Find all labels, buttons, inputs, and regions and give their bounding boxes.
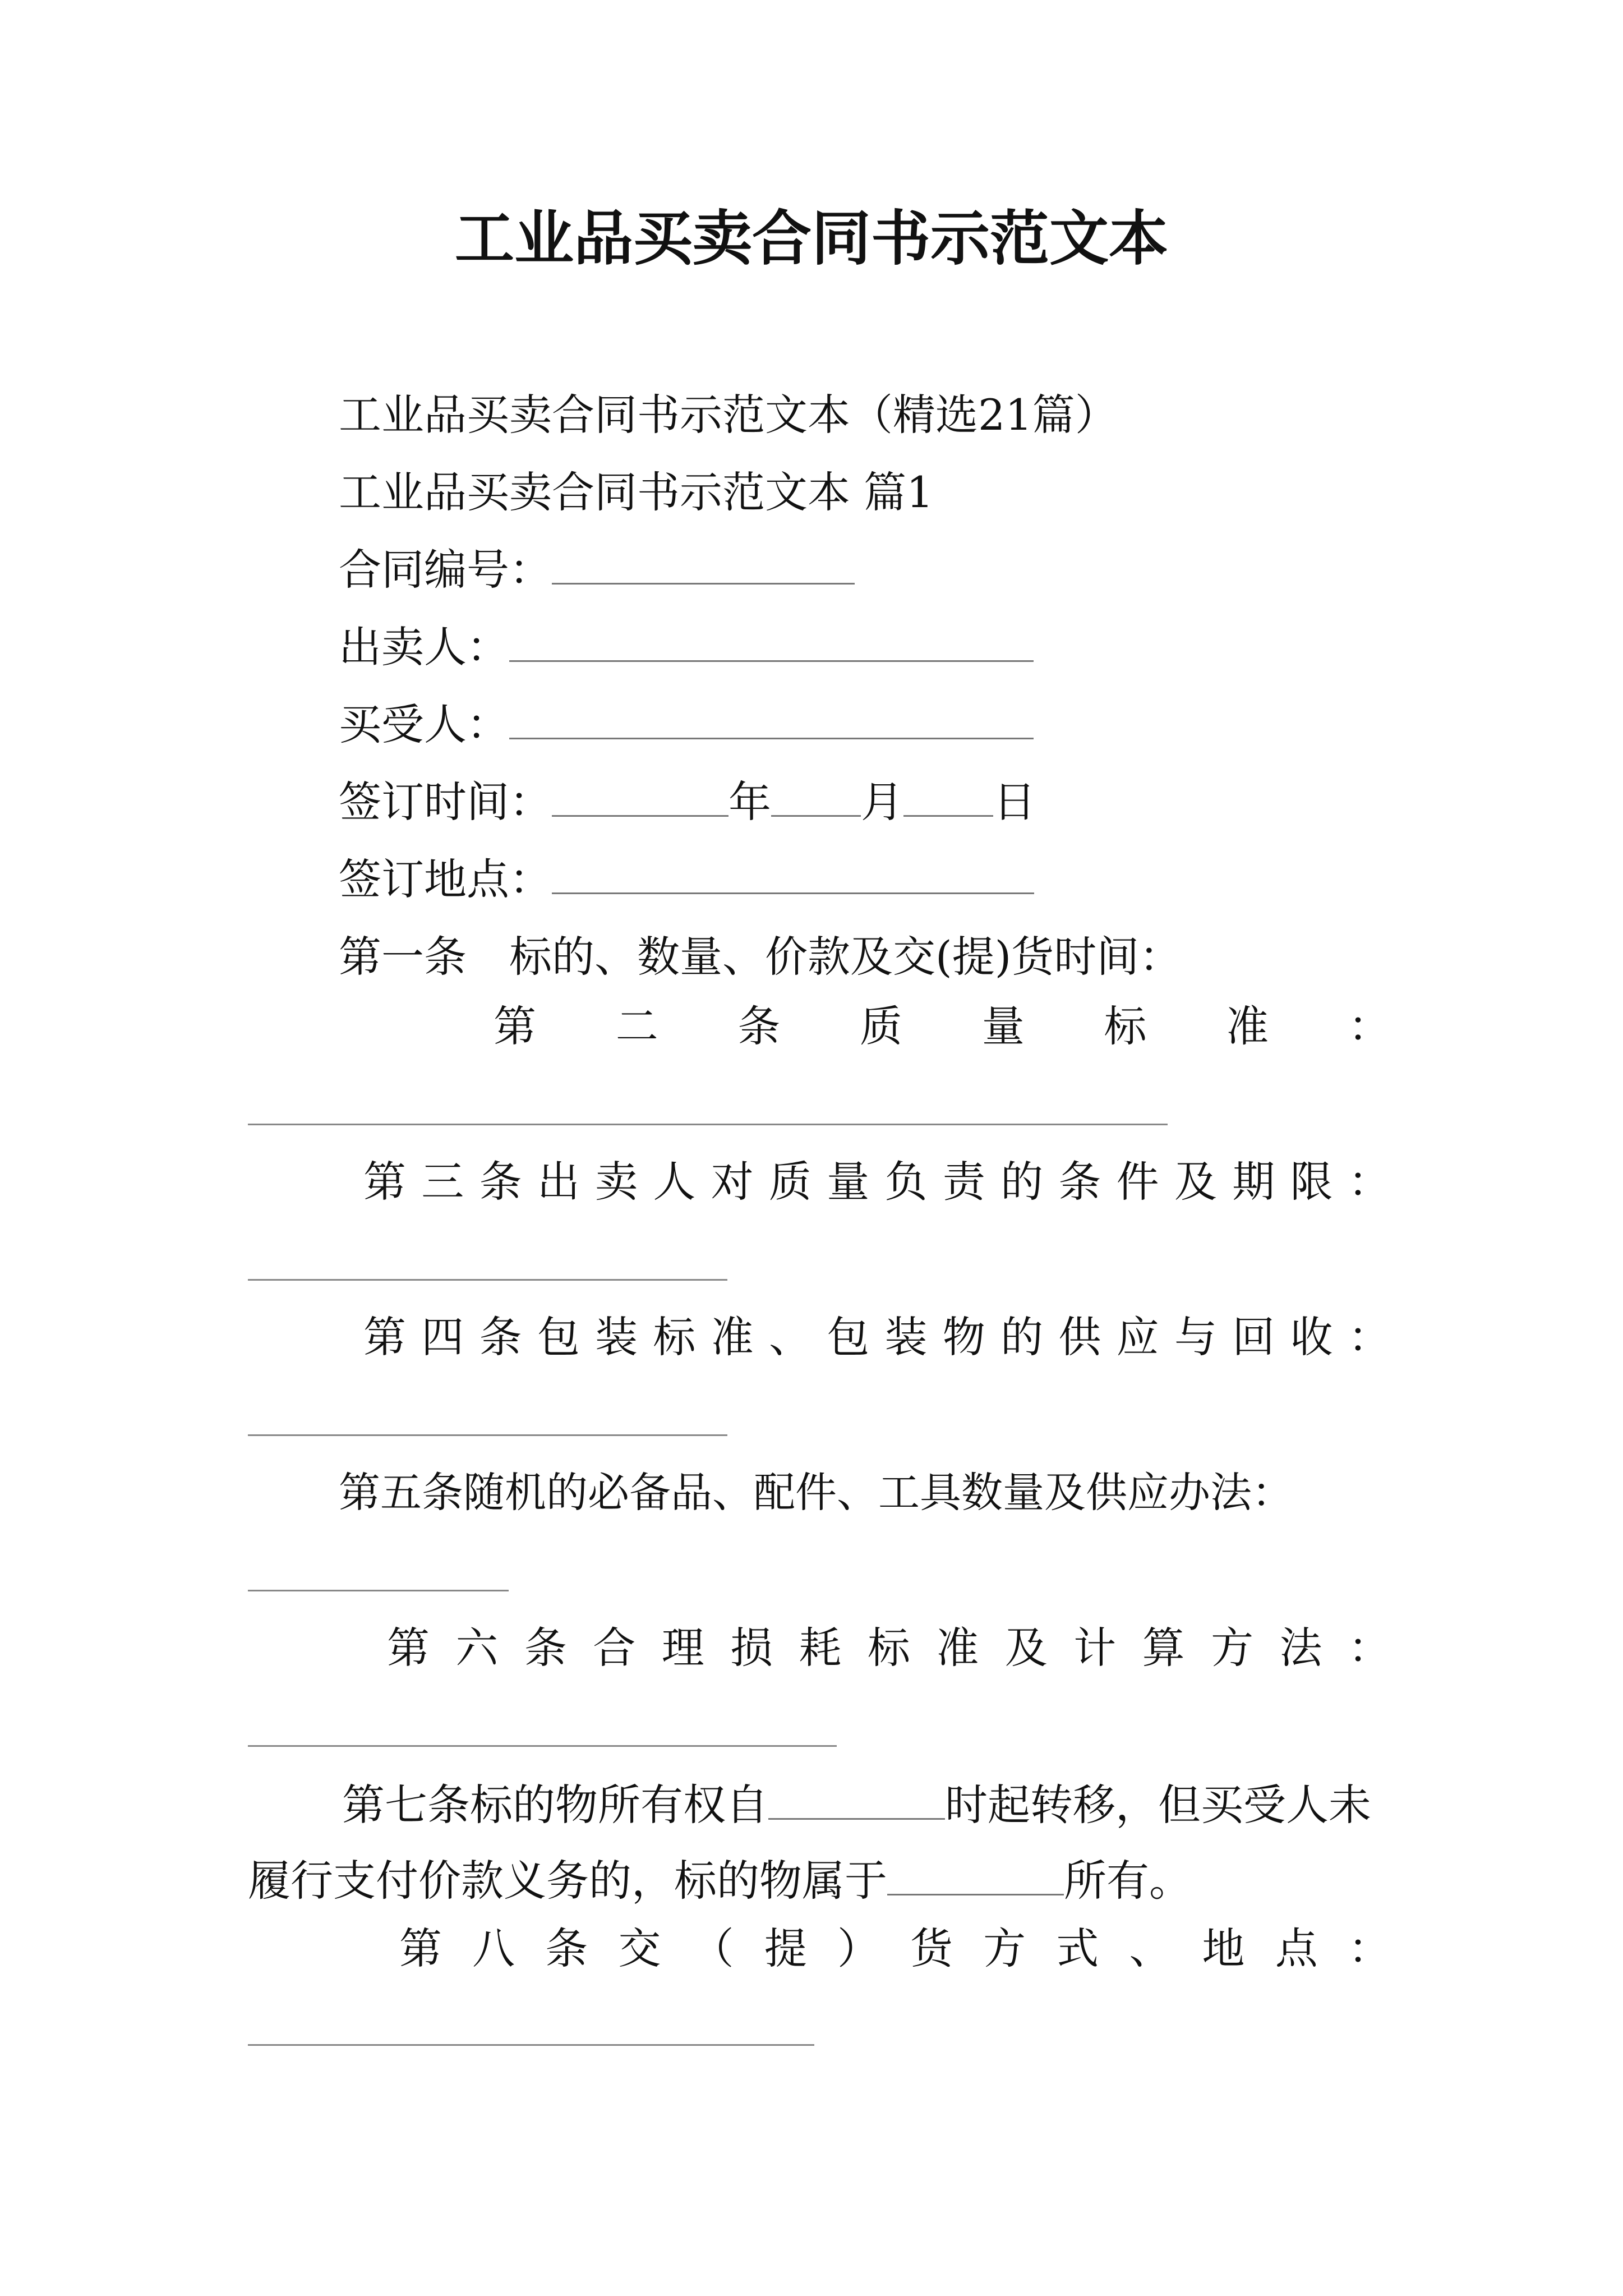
article-3-char: ： (1348, 1157, 1391, 1207)
article-6-char: 准 (936, 1623, 979, 1673)
article-4-char: 准 (711, 1312, 754, 1362)
article-8-char: 式 (1056, 1924, 1099, 1973)
document-title: 工业品买卖合同书示范文本 (455, 203, 1168, 273)
ownership-transfer-blank[interactable] (768, 1779, 945, 1820)
article-3-char: 及 (1174, 1157, 1217, 1207)
sign-place-label: 签订地点： (339, 854, 552, 904)
article-2-char: 标 (1104, 1001, 1147, 1051)
article-4-char: 装 (595, 1312, 638, 1362)
article-4 (363, 1309, 1391, 1365)
article-8-char: 方 (983, 1924, 1026, 1973)
article-4-char: 、 (768, 1312, 811, 1362)
article-6-char: 计 (1073, 1623, 1117, 1673)
article-3 (363, 1154, 1391, 1210)
sign-time-label: 签订时间： (339, 777, 552, 827)
buyer-row (339, 697, 1034, 753)
article-7-text-b: 时起转移，但买受人未履行支付价款义务的，标的物属于 (248, 1780, 1371, 1906)
article-8-char: 点 (1275, 1924, 1318, 1973)
article-4-char: 第 (363, 1312, 406, 1362)
article-8-char: 、 (1129, 1924, 1172, 1973)
article-6-char: 耗 (799, 1623, 842, 1673)
section-heading: 工业品买卖合同书示范文本 篇1 (339, 467, 934, 517)
month-blank[interactable] (771, 776, 861, 817)
buyer-blank[interactable] (509, 698, 1034, 739)
article-3-char: 第 (363, 1157, 406, 1207)
article-2-char: 第 (494, 1001, 536, 1051)
article-4-char: 条 (479, 1312, 522, 1362)
sign-place-row (339, 852, 1034, 908)
article-4-char: 收 (1290, 1312, 1333, 1362)
buyer-label: 买受人： (339, 700, 509, 749)
article-2 (494, 999, 1391, 1055)
article-2-char: ： (1348, 1001, 1391, 1051)
article-6-char: 条 (524, 1623, 567, 1673)
article-4-char: 物 (942, 1312, 985, 1362)
article-4-char: ： (1348, 1312, 1391, 1362)
article-6-char: 合 (593, 1623, 636, 1673)
article-6-char: 损 (730, 1623, 773, 1673)
month-label: 月 (861, 777, 903, 827)
article-6-char: 及 (1004, 1623, 1048, 1673)
article-4-char: 包 (827, 1312, 870, 1362)
seller-blank[interactable] (509, 621, 1034, 662)
contract-number-row (339, 542, 855, 598)
article-4-char: 包 (537, 1312, 580, 1362)
year-blank[interactable] (552, 776, 728, 817)
article-4-char: 的 (1000, 1312, 1044, 1362)
article-4-char: 应 (1116, 1312, 1159, 1362)
article-3-char: 质 (768, 1157, 811, 1207)
article-3-char: 负 (884, 1157, 928, 1207)
article-3-char: 的 (1000, 1157, 1044, 1207)
contract-number-label: 合同编号： (339, 545, 552, 595)
article-6-char: ： (1348, 1623, 1391, 1673)
article-7-text-a: 第七条标的物所有权自 (342, 1780, 768, 1830)
article-2-blank[interactable] (248, 1124, 1168, 1125)
article-3-char: 限 (1290, 1157, 1333, 1207)
article-3-char: 卖 (595, 1157, 638, 1207)
article-8-char: 八 (472, 1924, 515, 1973)
article-2-char: 量 (981, 1001, 1025, 1051)
article-2-char: 条 (737, 1001, 781, 1051)
article-3-char: 量 (827, 1157, 870, 1207)
article-4-char: 回 (1232, 1312, 1275, 1362)
article-8-char: 地 (1202, 1924, 1245, 1973)
article-6-char: 算 (1142, 1623, 1185, 1673)
article-8-char: 第 (399, 1924, 442, 1973)
article-8-char: （ (691, 1924, 734, 1973)
article-3-char: 条 (479, 1157, 522, 1207)
seller-label: 出卖人： (339, 622, 509, 672)
document-subtitle: 工业品买卖合同书示范文本（精选21篇） (339, 390, 1118, 440)
article-5: 第五条随机的必备品、配件、工具数量及供应办法： (339, 1469, 1293, 1517)
ownership-owner-blank[interactable] (887, 1855, 1064, 1895)
article-6-blank[interactable] (248, 1745, 837, 1747)
article-3-char: 责 (942, 1157, 985, 1207)
article-8-char: 交 (618, 1924, 661, 1973)
article-8-blank[interactable] (248, 2044, 814, 2046)
article-1: 第一条 标的、数量、价款及交(提)货时间： (339, 932, 1182, 982)
article-6-char: 理 (661, 1623, 704, 1673)
article-3-char: 三 (421, 1157, 464, 1207)
seller-row (339, 619, 1034, 675)
day-blank[interactable] (903, 776, 993, 817)
article-6-char: 标 (867, 1623, 910, 1673)
article-6-char: 第 (387, 1623, 430, 1673)
article-2-char: 准 (1226, 1001, 1269, 1051)
article-3-char: 期 (1232, 1157, 1275, 1207)
article-8-char: 货 (910, 1924, 953, 1973)
article-4-char: 标 (653, 1312, 696, 1362)
year-label: 年 (728, 777, 771, 827)
article-4-char: 四 (421, 1312, 464, 1362)
article-3-char: 条 (1058, 1157, 1101, 1207)
sign-time-row (339, 774, 1036, 830)
day-label: 日 (993, 777, 1036, 827)
article-7-text-c: 所有。 (1064, 1856, 1192, 1906)
article-4-char: 供 (1058, 1312, 1101, 1362)
article-4-blank[interactable] (248, 1434, 727, 1436)
article-2-char: 质 (860, 1001, 903, 1051)
article-7 (248, 1767, 1392, 1918)
article-3-char: 出 (537, 1157, 580, 1207)
article-5-blank[interactable] (248, 1590, 509, 1591)
article-3-char: 对 (711, 1157, 754, 1207)
article-4-char: 与 (1174, 1312, 1217, 1362)
article-8-char: ） (837, 1924, 880, 1973)
article-6-char: 方 (1211, 1623, 1254, 1673)
article-3-char: 人 (653, 1157, 696, 1207)
article-8-char: ： (1348, 1924, 1391, 1973)
article-3-blank[interactable] (248, 1279, 727, 1281)
article-8 (399, 1921, 1391, 1977)
article-8-char: 条 (545, 1924, 588, 1973)
contract-number-blank[interactable] (552, 544, 855, 585)
article-3-char: 件 (1116, 1157, 1159, 1207)
article-2-char: 二 (615, 1001, 658, 1051)
article-4-char: 装 (884, 1312, 928, 1362)
article-6-char: 六 (455, 1623, 499, 1673)
article-6 (387, 1620, 1391, 1676)
sign-place-blank[interactable] (552, 853, 1034, 894)
article-6-char: 法 (1279, 1623, 1322, 1673)
article-8-char: 提 (764, 1924, 807, 1973)
